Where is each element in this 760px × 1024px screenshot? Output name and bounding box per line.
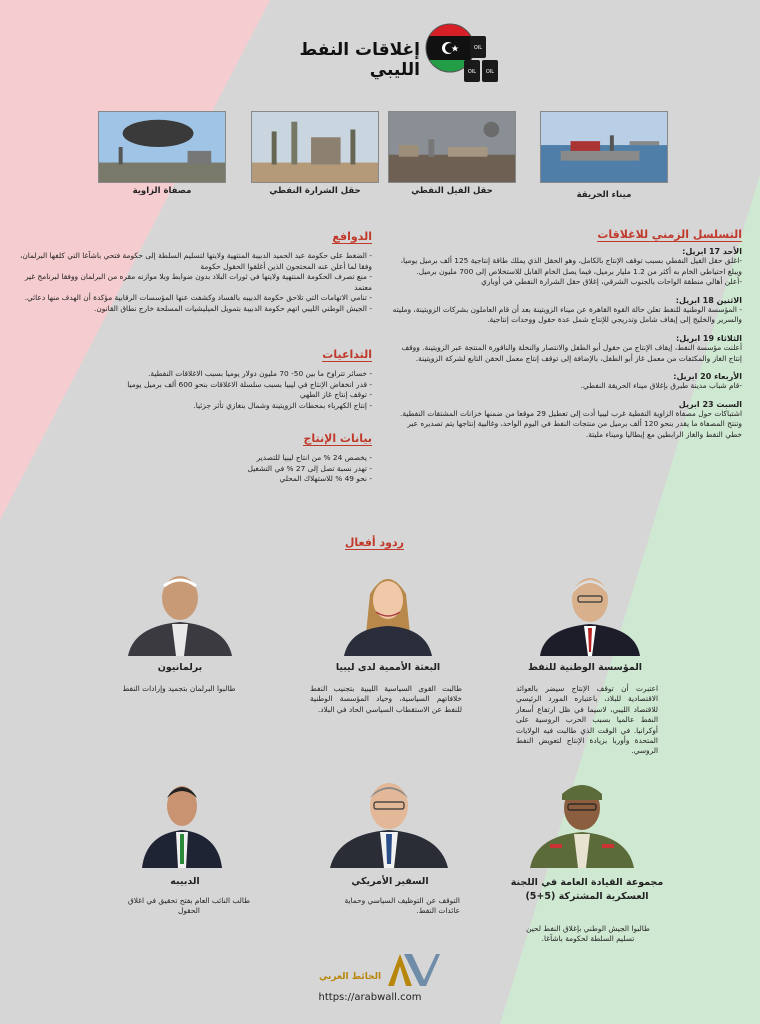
page-title: إغلاقات النفط الليبي: [299, 40, 420, 80]
consequence-item: - توقف إنتاج غاز الطهي: [299, 390, 372, 399]
timeline-day: السبت 23 ابريل: [678, 399, 742, 409]
reaction-desc: طالب النائب العام بفتح تحقيق في اغلاق الحقول: [127, 896, 251, 916]
footer-url[interactable]: https://arabwall.com: [318, 992, 422, 1003]
timeline-section: [390, 228, 742, 441]
timeline-day: الثلاثاء 19 ابريل:: [676, 333, 742, 343]
reactions-heading: ردود أفعال: [344, 536, 404, 549]
reaction-name: مجموعة القيادة العامة في اللجنة العسكرية المشتركة (5+5): [510, 877, 664, 902]
consequences-heading: التداعيات: [322, 348, 372, 361]
svg-text:OIL: OIL: [467, 69, 477, 75]
reaction-name: برلمانيون: [157, 662, 203, 673]
reaction-desc: طالبت القوى السياسية الليبية بتجنيب النفط خلافاتهم السياسية، وحياد المؤسسة الوطنية للنفط عن الاستقطاب السياسي الحاد في البلاد.: [310, 684, 462, 714]
arabwall-logo-icon: [384, 950, 440, 988]
timeline-text: اشتباكات حول مصفاة الزاوية النفطية غرب ليبيا أدت إلى تعطيل 29 موقعا من ضمنها خزانات المشتقات النفطية. وتنتج المصفاة ما يقدر بنحو 120 ألف برميل من منتجات النفط في اليوم الواحد، وغالبية إنتاجها يتم تصديره عبر خطي النفط والغاز الرابطين مع إيطاليا وميناء مليتة.: [400, 408, 742, 439]
motives-section: [10, 230, 372, 314]
timeline-day: الأحد 17 ابريل:: [682, 247, 742, 256]
photo-caption-sharara: حقل الشرارة النفطي: [269, 186, 361, 196]
timeline-heading: التسلسل الزمني للاغلاقات: [597, 228, 742, 241]
photo-hariga-port: [540, 111, 668, 183]
motive-item: - الجيش الوطني الليبي اتهم حكومة الدبيبة بتمويل الميليشيات المسلحة خارج نطاق القانون.: [94, 303, 372, 313]
motives-heading: الدوافع: [332, 230, 372, 243]
portrait-dbeibah: [142, 774, 222, 868]
portrait-parliamentarians: [124, 566, 236, 656]
reaction-name: السفير الأمريكي: [351, 876, 429, 887]
portrait-noc: [534, 566, 646, 656]
consequence-item: - قدر انخفاض الإنتاج في ليبيا بسبب سلسلة الاغلاقات بنحو 600 ألف برميل يوميا: [127, 379, 372, 389]
consequences-section: [100, 348, 372, 411]
reaction-desc: اعتبرت أن توقف الإنتاج سيضر بالعوائد الاقتصادية للبلاد، باعتباره المورد الرئيسي للاقتصاد الليبي، لاسيما في ظل ارتفاع أسعار النفط عالميا بسبب الحرب الروسية على أوكرانيا. في الوقت الذي طالبت فيه الولايات المتحدة وأوربا بزيادة الإنتاج لتعويض النفط الروسي.: [516, 684, 658, 756]
portrait-us-ambassador: [328, 774, 450, 868]
production-section: [170, 432, 372, 485]
photo-caption-elephant: حقل الفيل النفطي: [411, 186, 493, 196]
reaction-name: المؤسسة الوطنية للنفط: [527, 662, 643, 673]
motive-item: - منع تصرف الحكومة المنتهية ولايتها في ثورات البلاد بدون ضوابط وبلا موازنه مقره من البرلمان ووفقا لبرنامج غير معتمد: [24, 272, 372, 292]
production-heading: بيانات الإنتاج: [303, 432, 372, 445]
photo-sharara-field: [251, 111, 379, 183]
photo-elephant-field: [388, 111, 516, 183]
timeline-text: - المؤسسة الوطنية للنفط تعلن حالة القوة القاهرة عن ميناء الزويتينة بعد أن قام العاملون بشركات الزويتينة، ومليته والسرير والخليج إلى إيقاف شامل وتدريجي للإنتاج شمل عدة حقول ووحدات إنتاجية.: [392, 304, 742, 325]
portrait-joint-military-committee: [528, 774, 636, 868]
photo-caption-zawiya: مصفاة الزاوية: [132, 186, 192, 196]
reaction-desc: التوقف عن التوظيف السياسي وحماية عائدات النفط.: [344, 896, 460, 916]
svg-text:OIL: OIL: [473, 45, 483, 51]
portrait-un-mission: [340, 564, 436, 656]
reaction-desc: طالبوا البرلمان بتجميد وإرادات النفط: [122, 684, 236, 693]
timeline-day: الأربعاء 20 ابريل:: [673, 372, 742, 382]
consequence-item: - إنتاج الكهرباء بمحطات الزويتينة وشمال بنغازي تأثر جزئيا.: [193, 400, 372, 410]
production-item: - نحو 49 % للاستهلاك المحلي: [279, 474, 372, 483]
reaction-name: البعثة الأممية لدى ليبيا: [335, 662, 441, 673]
timeline-text: أعلنت مؤسسة النفط، إيقاف الإنتاج من حقول أبو الطفل والانتصار والنخلة والناقورة المنتجة عبر الزويتينة. ووقف إنتاج الغاز والمكثفات من معمل غاز أبو الطفل، بالإضافة إلى توقف إنتاج معمل الحقن التابع لشركة الزويتينة.: [401, 342, 742, 363]
production-item: - يخصص 24 % من انتاج ليبيا للتصدير: [256, 453, 372, 462]
motive-item: - الضغط على حكومة عبد الحميد الدبيبة المنتهية ولايتها لتسليم السلطة إلى حكومة فتحي باشآغا التي كلفها البرلمان، وفقا لما أعلن عنه المحتجون الذين أغلقوا الحقول حكومة: [19, 251, 372, 271]
reaction-name: الدبيبه: [170, 876, 200, 887]
production-item: - تهدر نسبة تصل إلى 27 % في التشغيل: [247, 463, 372, 473]
timeline-text: -قام شباب مدينة طبرق بإغلاق ميناء الحريقة النفطي.: [580, 381, 742, 391]
consequence-item: - خسائر تتراوح ما بين 50- 70 مليون دولار يوميا بسبب الاغلاقات النفطية.: [148, 369, 372, 378]
timeline-day: الاثنين 18 ابريل:: [675, 295, 742, 305]
photo-caption-hariga: ميناء الحريقة: [576, 190, 632, 200]
photo-zawiya-refinery: [98, 111, 226, 183]
motive-item: - تنامي الاتهامات التي تلاحق حكومة الدبيبه بالفساد وكشفت عنها المؤسسات الرقابية مؤكدة أن الهدف منها دعائي.: [24, 293, 372, 302]
svg-text:OIL: OIL: [485, 69, 495, 75]
logo: [424, 22, 502, 88]
footer-brand: الحائط العربي: [318, 972, 382, 982]
reaction-desc: طالبوا الجيش الوطني بإغلاق النفط لحين تسليم السلطة لحكومة باشآغا.: [526, 924, 650, 944]
timeline-text: -اغلق حقل الفيل النفطي بسبب توقف الإنتاج بالكامل، وهو الحقل الذي يملك طاقة إنتاجية 125 ألف برميل يوميا، ويبلغ احتياطي الخام به أكثر من 1.2 مليار برميل، فيما يصل الخام القابل للاستخلاص إلى 700 مليون برميل. -أعلن أهالي منطقة الواحات بالجنوب الشرقي، إغلاق حقل الشرارة النفطي في أوباري: [400, 256, 742, 287]
